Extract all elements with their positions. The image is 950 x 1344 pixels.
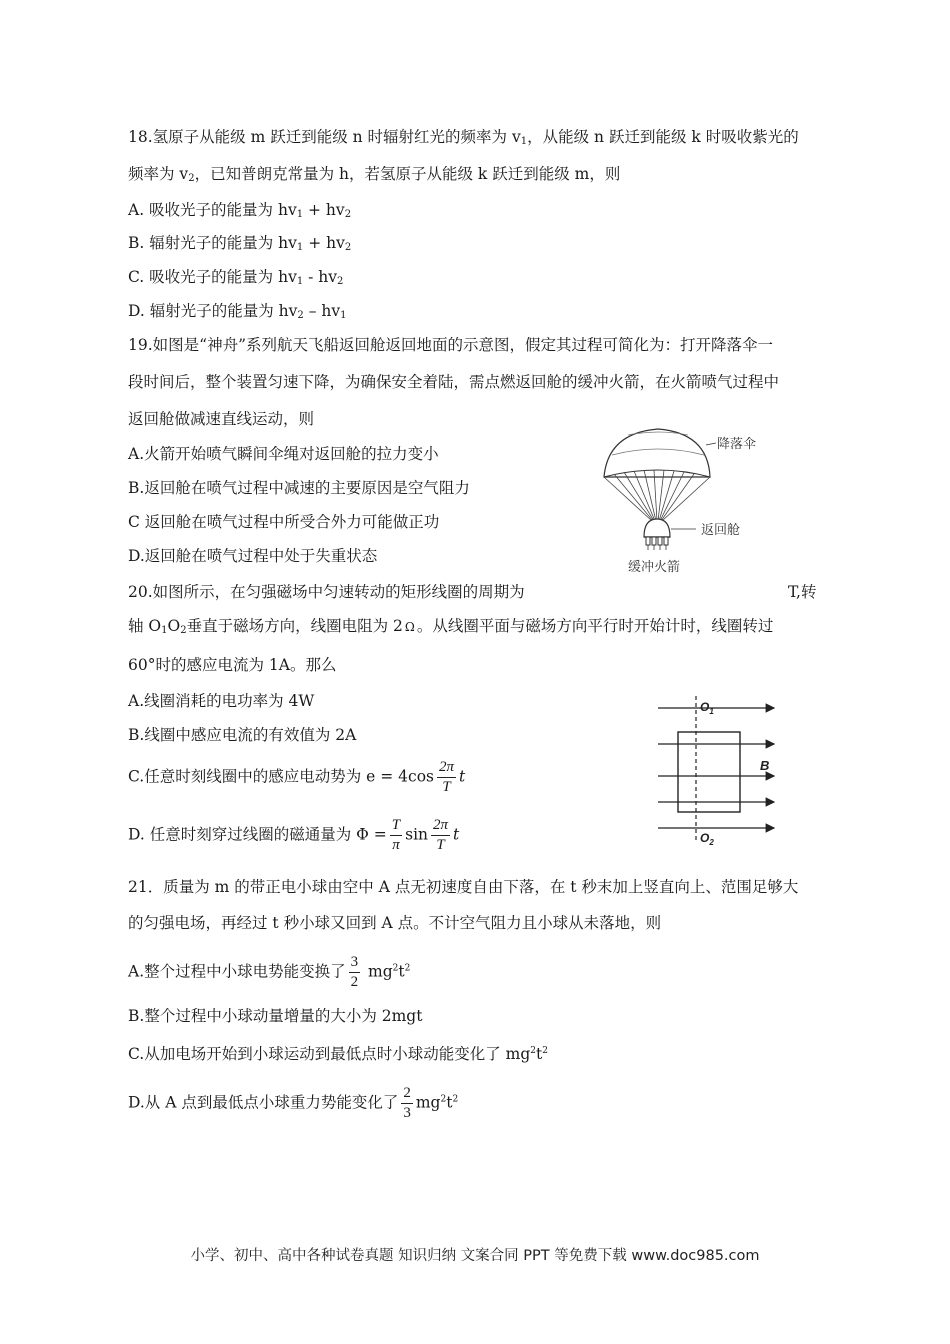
q19-option-d: D.返回舱在喷气过程中处于失重状态 [128,547,378,565]
page-footer: 小学、初中、高中各种试卷真题 知识归纳 文案合同 PPT 等免费下载 www.doc985.com [190,1248,760,1264]
q19-option-c: C 返回舱在喷气过程中所受合外力可能做正功 [128,513,440,531]
q18-option-c: C. 吸收光子的能量为 $hv_1 - hv_2$ [128,268,344,287]
q21-option-c: C.从加电场开始到小球运动到最低点时小球动能变化了 $mg^2t^2$ [128,1045,548,1063]
label-parachute: 降落伞 [717,437,757,452]
magnetic-field-lines [658,708,774,828]
q19-stem-line1: 19.如图是“神舟”系列航天飞船返回舱返回地面的示意图，假定其过程可简化为：打开降落伞一 [128,336,774,354]
q19-option-a: A.火箭开始喷气瞬间伞绳对返回舱的拉力变小 [128,445,439,463]
q21-option-d: D.从 A 点到最低点小球重力势能变化了 $\frac{2}{3}$ $mg^2t^2$ [128,1085,459,1121]
q21-stem-line1: 21．质量为 m 的带正电小球由空中 A 点无初速度自由下落，在 t 秒末加上竖直向上、范围足够大 [128,878,799,896]
q20-option-c: C.任意时刻线圈中的感应电动势为 e = 4cos $\frac{2\pi}{T}$ t [128,759,466,795]
q20-stem-line1: 20.如图所示，在匀强磁场中匀速转动的矩形线圈的周期为 [128,583,525,601]
buffer-rockets [646,537,668,545]
label-O1: $O_1$ [700,700,714,716]
return-capsule [644,519,670,537]
q20-stem-line1-tail: T,转 [788,583,817,601]
fraction-3-over-2: $\frac{3}{2}$ [350,954,359,990]
fraction-2pi-over-T: $\frac{2\pi}{T}$ [439,759,455,795]
q21-option-a: A.整个过程中小球电势能变换了 $\frac{3}{2}$ $mg^2t^2$ [128,954,411,990]
fraction-2pi-over-T-2: $\frac{2\pi}{T}$ [433,817,449,853]
q20-option-b: B.线圈中感应电流的有效值为 2A [128,726,357,744]
q18-stem-line2: 频率为 $v_2$，已知普朗克常量为 h，若氢原子从能级 k 跃迁到能级 m，则 [128,165,621,184]
fraction-2-over-3: $\frac{2}{3}$ [403,1085,411,1121]
q18-option-d: D. 辐射光子的能量为 $hv_2 - hv_1$ [128,302,347,321]
parachute-lines [604,470,710,521]
q20-stem-line3: 60°时的感应电流为 1A。那么 [128,656,337,674]
label-buffer-rocket: 缓冲火箭 [628,560,681,575]
q18-option-a: A. 吸收光子的能量为 $hv_1 + hv_2$ [128,201,352,220]
q19-stem-line3: 返回舱做减速直线运动，则 [128,410,315,428]
q19-option-b: B.返回舱在喷气过程中减速的主要原因是空气阻力 [128,479,470,497]
fraction-T-over-pi: $\frac{T}{\pi}$ [391,817,401,853]
q19-stem-line2: 段时间后，整个装置匀速下降，为确保安全着陆，需点燃返回舱的缓冲火箭，在火箭喷气过程中 [128,373,780,391]
q21-option-b: B.整个过程中小球动量增量的大小为 2mgt [128,1007,423,1025]
q20-stem-line2: 轴 $O_1O_2$垂直于磁场方向，线圈电阻为 2 Ω 。从线圈平面与磁场方向平行时开始计时，线圈转过 [128,617,774,636]
coil-magnetic-field-figure [652,692,788,852]
label-B: B [760,758,770,773]
label-capsule: 返回舱 [701,523,741,538]
label-O2: $O_2$ [700,831,714,847]
q20-option-d: D. 任意时刻穿过线圈的磁通量为 Φ = $\frac{T}{\pi}$ sin $\frac{2\pi}{T}$ t [128,817,460,853]
parachute-figure [598,425,788,580]
q20-option-a: A.线圈消耗的电功率为 4W [128,692,315,710]
q18-option-b: B. 辐射光子的能量为 $hv_1 + hv_2$ [128,234,352,253]
q21-stem-line2: 的匀强电场，再经过 t 秒小球又回到 A 点。不计空气阻力且小球从未落地，则 [128,914,662,932]
q18-stem-line1: 18.氢原子从能级 m 跃迁到能级 n 时辐射红光的频率为 $v_1$，从能级 n 跃迁到能级 k 时吸收紫光的 [128,128,799,147]
